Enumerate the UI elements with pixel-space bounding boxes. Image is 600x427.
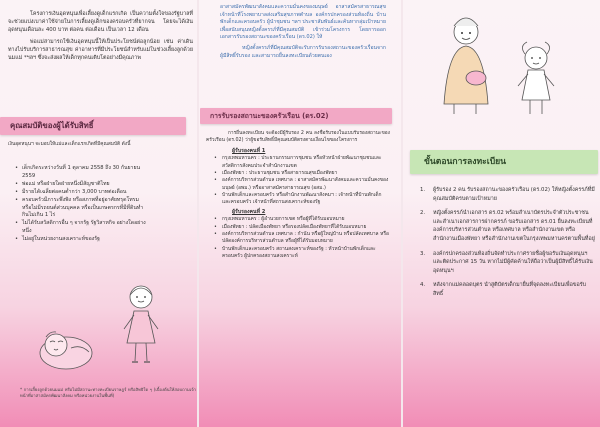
column-divider [197, 0, 199, 427]
list-item: • องค์การบริหารส่วนตำบล เทศบาล : กำนัน หรือผู้ใหญ่บ้าน หรือปลัดเทศบาล หรือปลัดองค์การบริหารส่วนตำบล หรือผู้ที่ได้รับมอบหมาย [214, 231, 390, 246]
step-text: หลังจากแม่คลอดบุตร นำสูติบัตรเด็กมายื่นที่จุดลงทะเบียนเพื่อขอรับสิทธิ์ [433, 282, 587, 297]
intro-paragraph: โครงการเงินอุดหนุนเพื่อเลี้ยงดูเด็กแรกเกิด เป็นความตั้งใจของรัฐบาลที่จะช่วยแบ่งเบาค่าใช้จ่ายในการเลี้ยงดูเด็กของครอบครัวที่ยากจน โดยจะได้เงินอุดหนุนเดือนละ 400 บาท ต่อคน ต่อเดือน เป็นเวลา 12 เดือน [8, 11, 193, 34]
list-item: • ไม่อยู่ในหน่วยงานสงเคราะห์ของรัฐ [14, 236, 146, 244]
step-number: 4. [420, 282, 426, 289]
step-item [420, 209, 596, 243]
list-item: • มีรายได้เฉลี่ยต่อคนต่ำกว่า 3,000 บาทต่อเดือน [14, 189, 146, 197]
right-column [404, 0, 600, 427]
step-item [420, 250, 596, 276]
list-item: • กรุงเทพมหานคร : ผู้อำนวยการเขต หรือผู้ที่ได้รับมอบหมาย [214, 216, 390, 223]
list-item: • บ้านพักเด็กและครอบครัว สถานสงเคราะห์ของรัฐ : หัวหน้าบ้านพักเด็กและครอบครัว ผู้ปกครองสถานสงเคราะห์ [214, 246, 390, 261]
eligibility-heading-bar [0, 117, 186, 135]
certifier-2-list [206, 216, 390, 260]
certifier-group-1: ผู้รับรองคนที่ 1 [232, 148, 266, 155]
middle-column [200, 0, 400, 427]
certifier-group-2: ผู้รับรองคนที่ 2 [232, 209, 266, 216]
step-item [420, 281, 596, 298]
step-text: ผู้รับรอง 2 คน รับรองสถานะของครัวเรือน (ดร.02) ให้หญิงตั้งครรภ์ที่มีคุณสมบัติครบตามเป้าหมาย [433, 187, 595, 202]
list-item: • กรุงเทพมหานคร : ประธานกรรมการชุมชน หรือหัวหน้าฝ่ายพัฒนาชุมชนและสวัสดิการสังคมประจำสำนักงานเขต [214, 155, 390, 170]
eligibility-intro: เงินอุดหนุนฯ จะมอบให้แม่และเด็กแรกเกิดที่มีคุณสมบัติ ดังนี้ [8, 142, 131, 147]
certification-intro: การยื่นลงทะเบียน จะต้องมีผู้รับรอง 2 คน ลงชื่อรับรองในแบบรับรองสถานะของครัวเรือน (ดร.02) ว่าผู้ขอรับสิทธิ์มีคุณสมบัติตรงตามเงื่อนไขของโครงการ [206, 131, 390, 144]
list-item: • องค์การบริหารส่วนตำบล เทศบาล : อาสาสมัครพัฒนาสังคมและความมั่นคงของมนุษย์ (อพม.) หรืออาสาสมัครสาธารณสุข (อสม.) [214, 177, 390, 192]
household-certification-heading: การรับรองสถานะของครัวเรือน (ดร.02) [210, 112, 329, 120]
intro-paragraph-2: พ่อแม่สามารถใช้เงินอุดหนุนนี้ให้เป็นประโยชน์ต่อลูกน้อย เช่น ค่าเดินทางไปรับบริการสาธารณสุข ค่าอาหารที่มีประโยชน์สำหรับแม่ในช่วงเลี้ยงลูกด้วยนมแม่ *ฯลฯ ซึ่งจะส่งผลให้เด็กทุกคนเติบโตอย่างมีคุณภาพ [8, 38, 193, 62]
list-item: • เมืองพัทยา : ปลัดเมืองพัทยา หรือรองปลัดเมืองพัทยาที่ได้รับมอบหมาย [214, 224, 390, 231]
certifier-1-list [206, 155, 390, 206]
step-text: องค์กรปกครองส่วนท้องถิ่นจัดทำประกาศรายชื่อผู้ขอรับเงินอุดหนุนฯ และติดประกาศ 15 วัน หากไม่มีผู้คัดค้านให้ถือว่าเป็นผู้มีสิทธิ์ได้รับเงินอุดหนุนฯ [433, 250, 593, 274]
list-item: • เมืองพัทยา : ประธานชุมชน หรือสาธารณสุขเมืองพัทยา [214, 170, 390, 177]
left-column [0, 0, 196, 427]
list-item: • ไม่ได้รับสวัสดิการอื่น ๆ จากรัฐ รัฐวิสาหกิจ อย่างใดอย่างหนึ่ง [14, 220, 146, 236]
step-number: 1. [420, 187, 426, 193]
list-item: • เด็กเกิดระหว่างวันที่ 1 ตุลาคม 2558 ถึง 30 กันยายน 2559 [14, 165, 146, 181]
step-text: หญิงตั้งครรภ์นำเอกสาร ดร.02 พร้อมสำเนาบัตรประจำตัวประชาชนและสำเนาเอกสารการฝากครรภ์ ขอรับเอกสาร ดร.01 ยื่นลงทะเบียนที่องค์การบริหารส่วนตำบล หรือเทศบาล หรือสำนักงานเขต หรือสำนักงานเมืองพัทยา หรือสำนักงานเขตในกรุงเทพมหานครตามพื้นที่อยู่ [433, 210, 595, 242]
list-item: • พ่อแม่ หรือฝ่ายใดฝ่ายหนึ่งมีสัญชาติไทย [14, 181, 146, 189]
volunteers-paragraph-2: หญิงตั้งครรภ์ที่มีคุณสมบัติจะรับการรับรองสถานะของครัวเรือนจากผู้มีสิทธิ์รับรอง และสามารถยื่นลงทะเบียนด้วยตนเอง [220, 44, 386, 59]
baby-illustration [36, 323, 94, 371]
list-item: • บ้านพักเด็กและครอบครัว หรือสำนักงานพัฒนาสังคมฯ : เจ้าหน้าที่บ้านพักเด็กและครอบครัว เจ้าหน้าที่สถานสงเคราะห์ของรัฐ [214, 192, 390, 207]
registration-steps-heading-bar [410, 150, 598, 174]
household-certification-heading-bar [200, 108, 392, 124]
registration-steps-heading: ขั้นตอนการลงทะเบียน [424, 157, 507, 167]
girl-illustration [118, 283, 164, 367]
column-divider [401, 0, 403, 427]
eligibility-heading: คุณสมบัติของผู้ได้รับสิทธิ์ [10, 121, 94, 130]
step-number: 2. [420, 210, 426, 217]
eligibility-list [14, 165, 146, 244]
list-item: • ครอบครัวมีภาระพึ่งพิง หรือสภาพที่อยู่อาศัยทรุดโทรม หรือไม่มีรถยนต์ส่วนบุคคล หรือเป็นเกษตรกรที่มีที่ดินทำกินไม่เกิน 1 ไร่ [14, 197, 146, 221]
footnote: * การเลี้ยงลูกด้วยนมแม่ หรือไม่มีสถานะทางทะเบียนราษฎร์ หรือสิทธิใด ๆ (เบื้องต้นให้สอบถามเจ้าหน้าที่อาสาสมัครพัฒนาสังคม หรือหน่วยงานในพื้นที่) [20, 387, 196, 399]
step-item [420, 186, 596, 203]
registration-steps [420, 186, 596, 305]
step-number: 3. [420, 250, 426, 257]
volunteers-paragraph: อาสาสมัครพัฒนาสังคมและความมั่นคงของมนุษย์ อาสาสมัครสาธารณสุข เจ้าหน้าที่โรงพยาบาลส่งเสริมสุขภาพตำบล องค์กรปกครองส่วนท้องถิ่น บ้านพักเด็กและครอบครัว ผู้นำชุมชน ฯลฯ ประชาสัมพันธ์และค้นหากลุ่มเป้าหมายเพื่อสนับสนุนหญิงตั้งครรภ์ที่มีคุณสมบัติ เข้าร่วมโครงการ โดยการออกเอกสารรับรองสถานะของครัวเรือน (ดร.02) ให้ [220, 4, 386, 41]
family-illustration [426, 8, 576, 120]
